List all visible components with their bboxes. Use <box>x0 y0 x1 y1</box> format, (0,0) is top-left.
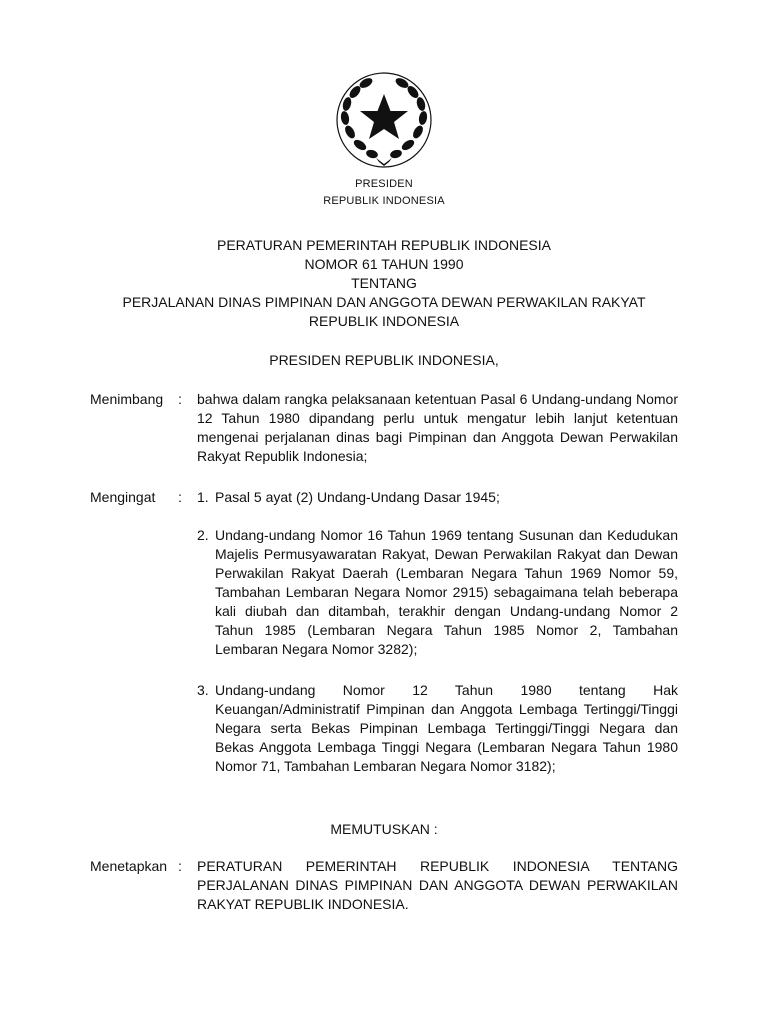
menetapkan-label: Menetapkan <box>90 858 168 874</box>
mengingat-section <box>90 488 678 808</box>
title-line-2: NOMOR 61 TAHUN 1990 <box>304 256 464 272</box>
issuer-line-1: PRESIDEN <box>355 178 413 190</box>
item-text: Undang-undang Nomor 16 Tahun 1969 tentang Susunan dan Kedudukan Majelis Permusyawaratan Rakyat, Dewan Perwakilan Rakyat dan Dewan Perwakilan Rakyat Daerah (Lembaran Negara Tahun 1969 Nomor 59, Tambahan Lembaran Negara Nomor 2915) sebagaimana telah beberapa kali diubah dan ditambah, terakhir dengan Undang-undang Nomor 2 Tahun 1985 (Lembaran Negara Tahun 1985 Nomor 2, Tambahan Lembaran Negara Nomor 3282); <box>215 527 678 657</box>
menimbang-label: Menimbang <box>90 391 164 407</box>
title-line-1: PERATURAN PEMERINTAH REPUBLIK INDONESIA <box>217 237 551 253</box>
preamble: PRESIDEN REPUBLIK INDONESIA, <box>269 352 499 368</box>
title-line-5: REPUBLIK INDONESIA <box>308 313 460 329</box>
menetapkan-text: PERATURAN PEMERINTAH REPUBLIK INDONESIA TENTANG PERJALANAN DINAS PIMPINAN DAN ANGGOTA DEWAN PERWAKILAN RAKYAT REPUBLIK INDONESIA. <box>197 858 678 912</box>
item-text: Undang-undang Nomor 12 Tahun 1980 tentang Hak Keuangan/Administratif Pimpinan dan Anggota Lembaga Tertinggi/Tinggi Negara serta Bekas Pimpinan Lembaga Tertinggi/Tinggi Negara dan Bekas Anggota Lembaga Tinggi Negara (Lembaran Negara Tahun 1980 Nomor 71, Tambahan Lembaran Negara Nomor 3182); <box>215 682 678 774</box>
menimbang-text: bahwa dalam rangka pelaksanaan ketentuan Pasal 6 Undang-undang Nomor 12 Tahun 1980 dipandang perlu untuk mengatur lebih lanjut ketentuan mengenai perjalanan dinas bagi Pimpinan dan Anggota Dewan Perwakilan Rakyat Republik Indonesia; <box>197 391 678 464</box>
memutuskan-heading: MEMUTUSKAN : <box>330 821 438 837</box>
item-text: Pasal 5 ayat (2) Undang-Undang Dasar 1945; <box>215 489 500 505</box>
title-line-4: PERJALANAN DINAS PIMPINAN DAN ANGGOTA DEWAN PERWAKILAN RAKYAT <box>122 294 646 310</box>
state-emblem-icon <box>334 70 434 170</box>
item-number: 3. <box>197 682 209 698</box>
menetapkan-colon: : <box>178 858 182 874</box>
menimbang-section <box>90 390 678 470</box>
item-number: 2. <box>197 527 209 543</box>
mengingat-label: Mengingat <box>90 489 156 505</box>
menimbang-colon: : <box>178 391 182 407</box>
title-line-3: TENTANG <box>351 275 417 291</box>
menetapkan-section <box>90 857 678 917</box>
issuer-line-2: REPUBLIK INDONESIA <box>323 195 445 207</box>
mengingat-colon: : <box>178 489 182 505</box>
item-number: 1. <box>197 489 209 505</box>
